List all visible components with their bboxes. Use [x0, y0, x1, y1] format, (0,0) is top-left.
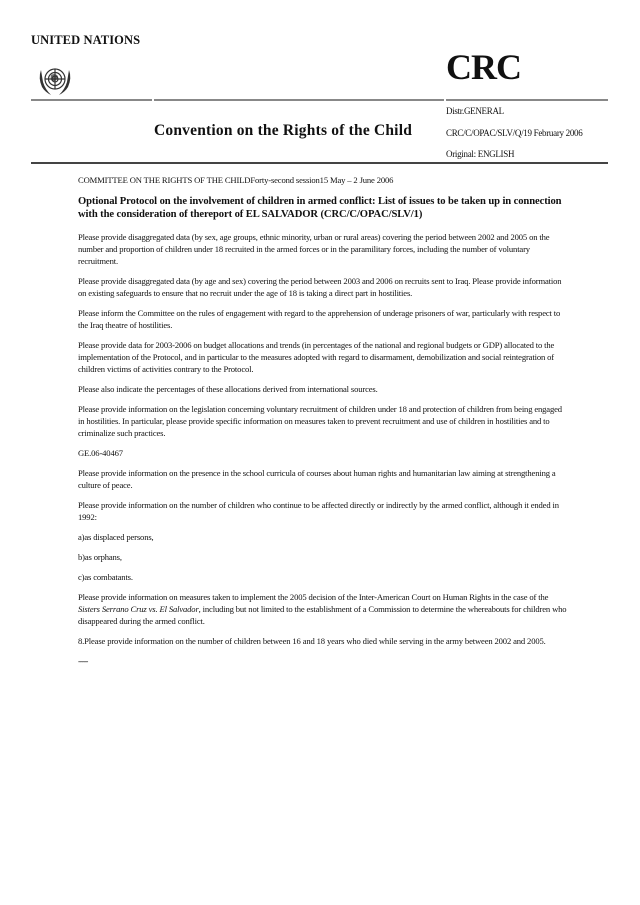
convention-title: Convention on the Rights of the Child — [154, 122, 413, 139]
document-heading: Optional Protocol on the involvement of children in armed conflict: List of issues to be taken up in connection with the consideration of thereport of EL SALVADOR (CRC/C/OPAC/SLV/1) — [78, 196, 562, 220]
job-number: GE.06-40467 — [78, 448, 123, 458]
paragraph: Please inform the Committee on the rules of engagement with regard to the apprehension of underage prisoners of war, particularly with respect to the Iraq theatre of hostilities. — [78, 308, 561, 330]
text: Please provide information on measures taken to implement the 2005 decision of the Inter-American Court on Human Rights in the case of the — [78, 592, 549, 602]
paragraph: 8.Please provide information on the number of children between 16 and 18 years who died while serving in the army between 2002 and 2005. — [78, 636, 546, 646]
paragraph: Please provide information on the legislation concerning voluntary recruitment of children under 18 and protection of children from being engaged in hostilities. In particular, please provide specific information on measures taken to prevent recruitment and use of children in hostilities and to criminalize such practices. — [78, 404, 562, 438]
paragraph: Please provide disaggregated data (by sex, age groups, ethnic minority, urban or rural areas) covering the period between 2002 and 2005 on the number and proportion of children under 18 recruited in the armed forces or in the paramilitary forces, including the number of voluntary recruitment. — [78, 232, 550, 266]
document-symbol-date: CRC/C/OPAC/SLV/Q/19 February 2006 — [446, 128, 583, 138]
organization-name: UNITED NATIONS — [31, 33, 141, 47]
divider — [31, 99, 152, 101]
paragraph-court-decision — [78, 591, 568, 627]
divider — [446, 99, 608, 101]
list-item: c)as combatants. — [78, 572, 133, 582]
divider — [31, 162, 608, 164]
end-marker: ----- — [78, 656, 88, 666]
paragraph: Please provide disaggregated data (by age and sex) covering the period between 2003 and 2006 on recruits sent to Iraq. Please provide information on existing safeguards to ensure that no recruit under the age of 18 is taking a direct part in hostilities. — [78, 276, 562, 298]
session-line: COMMITTEE ON THE RIGHTS OF THE CHILDForty-second session15 May – 2 June 2006 — [78, 175, 394, 185]
case-name: Sisters Serrano Cruz vs. El Salvador — [78, 604, 199, 614]
divider — [154, 99, 444, 101]
distribution-label: Distr.GENERAL — [446, 106, 504, 116]
list-item: b)as orphans, — [78, 552, 122, 562]
text: , including but not limited to the establishment of a Commission to determine the whereabouts for children who disappeared during the armed conflict. — [78, 604, 567, 626]
original-language: Original: ENGLISH — [446, 149, 515, 159]
list-item: a)as displaced persons, — [78, 532, 154, 542]
paragraph: Please provide data for 2003-2006 on budget allocations and trends (in percentages of the national and regional budgets or GDP) allocated to the implementation of the Protocol, and in particular to the measures adopted with regard to disarmament, demobilization and social reintegration of children victims of activities contrary to the Protocol. — [78, 340, 555, 374]
un-emblem-icon — [31, 60, 79, 100]
paragraph: Please also indicate the percentages of these allocations derived from international sources. — [78, 384, 378, 394]
paragraph: Please provide information on the number of children who continue to be affected directly or indirectly by the armed conflict, although it ended in 1992: — [78, 500, 559, 522]
document-body — [78, 174, 568, 667]
paragraph: Please provide information on the presence in the school curricula of courses about human rights and humanitarian law aiming at strengthening a culture of peace. — [78, 468, 556, 490]
document-series: CRC — [446, 47, 521, 87]
